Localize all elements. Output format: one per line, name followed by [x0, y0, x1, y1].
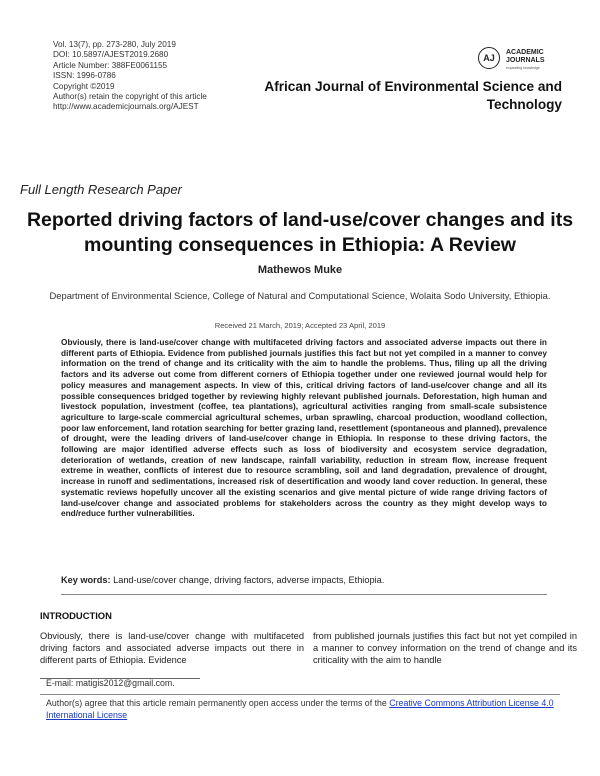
logo-wordmark: [506, 49, 545, 65]
license-text: Author(s) agree that this article remain permanently open access under the terms of the: [46, 698, 390, 708]
author-affiliation: Department of Environmental Science, College of Natural and Computational Science, Wolaita Sodo University, Ethiopia.: [49, 290, 551, 301]
meta-doi: DOI: 10.5897/AJEST2019.2680: [53, 50, 169, 60]
meta-rights: Author(s) retain the copyright of this article: [53, 92, 207, 102]
article-title: Reported driving factors of land-use/cover changes and its mounting consequences in Ethiopia: A Review: [26, 209, 574, 256]
logo-line-1: ACADEMIC: [506, 49, 544, 56]
logo-line-2: JOURNALS: [506, 57, 545, 64]
introduction-heading: INTRODUCTION: [40, 610, 112, 621]
license-link[interactable]: Creative Commons Attribution License 4.0 International License: [46, 698, 554, 720]
received-accepted-dates: Received 21 March, 2019; Accepted 23 April, 2019: [214, 321, 386, 330]
meta-volume: Vol. 13(7), pp. 273-280, July 2019: [53, 40, 176, 49]
journal-title: African Journal of Environmental Science and Technology: [264, 79, 562, 112]
meta-article-number: Article Number: 388FE0061155: [53, 60, 168, 70]
meta-issn: ISSN: 1996-0786: [53, 71, 116, 81]
keywords-label: Key words:: [61, 575, 111, 585]
abstract: Obviously, there is land-use/cover change with multifaceted driving factors and associated adverse impacts out there in different parts of Ethiopia. Evidence from published journals justifies this fact but not yet compiled in a manner to convey information on the trend of change and its criticality with the aim to handle the problems. Thus, filing up all the driving factors and its adverse out come from different corners of Ethiopia together under one reviewed journal would help for policy measures and management aspects. In view of this, critical driving factors of land-use/cover change and all its possible consequences bridged together by reviewing highly relevant published journals. Deforestation, high human and livestock population, investment (coffee, tea plantations), agricultural activities ranging from small-scale subsistence agriculture to large-scale commercial agricultural schemes, urban sprawling, charcoal production, woodland collection, poor law enforcement, land rotation searching for better grazing land, resettlement (spontaneous and planned), prevalence of drought, were the leading drivers of land-use/cover change in Ethiopia. In response to these driving factors, the following are major identified adverse effects such as loss of biodiversity and ecosystem service degradation, deterioration of wetlands, creation of new landscape, rainfall variability, reduction in stream flow, increase frequent extreme in weather, conflicts of interest due to resource scrambling, soil and land degradation, prevalence of drought, increase in runoff and sedimentations, increased risk of desertification and woody land cover reduction. In general, these systematic reviews hopefully uncover all the existing scenarios and give mental picture of wide range driving factors of land-use/cover change and associated problems for stakeholders across the country as they might develop ways to end/reduce further vulnerabilities.: [61, 337, 547, 519]
keywords: [61, 575, 551, 585]
license-notice: [46, 698, 566, 721]
body-column-right: from published journals justifies this fact but not yet compiled in a manner to convey information on the trend of change and its criticality with the aim to handle: [313, 631, 577, 665]
paper-type: Full Length Research Paper: [20, 182, 182, 197]
license-divider: [40, 694, 560, 695]
logo-tagline: expanding knowledge: [506, 66, 540, 70]
article-meta: [53, 40, 207, 113]
meta-copyright: Copyright ©2019: [53, 81, 115, 91]
body-column-left: Obviously, there is land-use/cover change with multifaceted driving factors and associated adverse impacts out there in different parts of Ethiopia. Evidence: [40, 631, 304, 665]
publisher-logo: [478, 47, 588, 73]
logo-mark-icon: AJ: [478, 47, 500, 69]
meta-url[interactable]: http://www.academicjournals.org/AJEST: [53, 102, 199, 112]
abstract-divider: [61, 594, 547, 595]
keywords-list: Land-use/cover change, driving factors, adverse impacts, Ethiopia.: [113, 575, 385, 585]
author-email[interactable]: E-mail: matigis2012@gmail.com.: [46, 678, 175, 688]
author-name: Mathewos Muke: [257, 264, 343, 276]
